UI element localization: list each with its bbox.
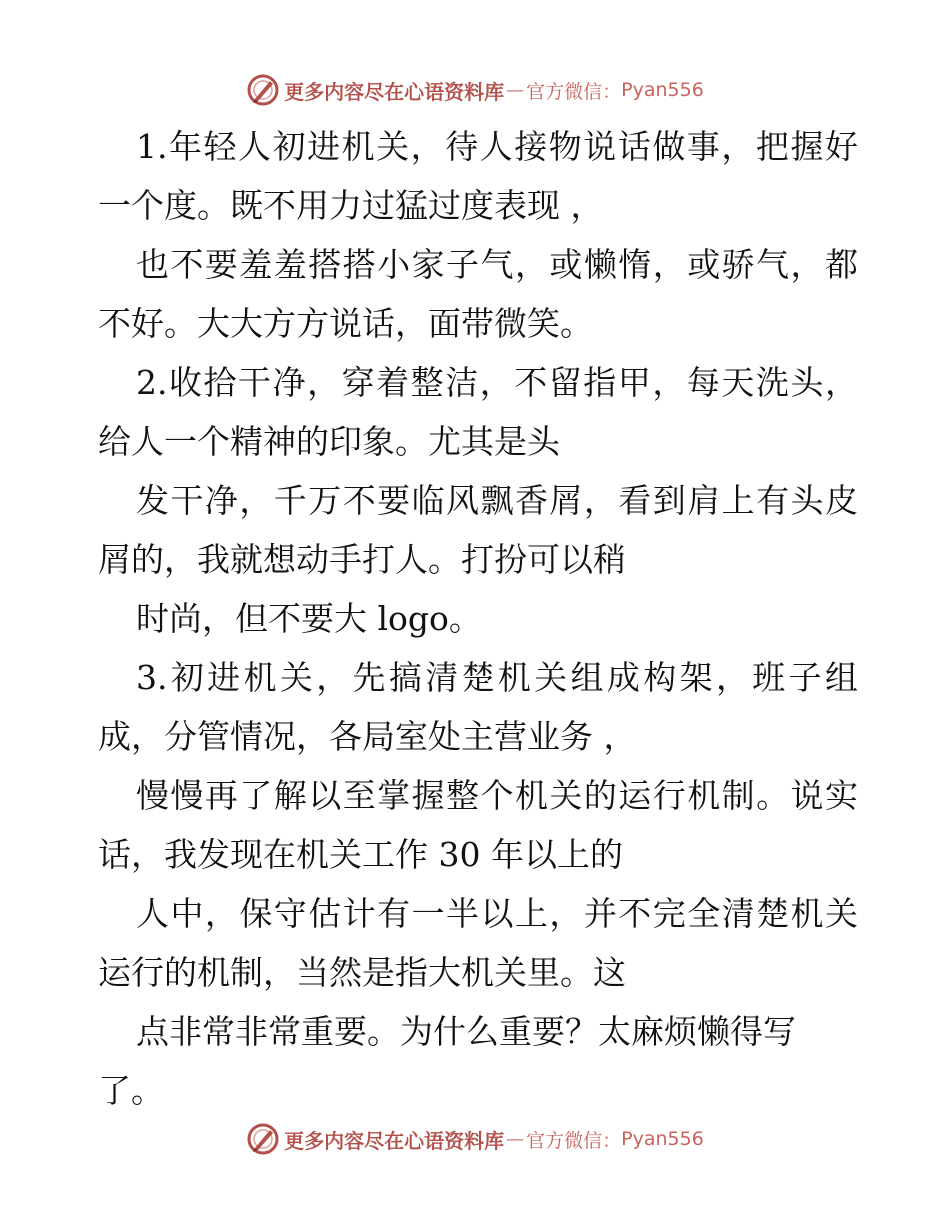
text-line: 发干净，千万不要临风飘香屑，看到肩上有头皮: [136, 481, 858, 520]
banner-slogan: 更多内容尽在心语资料库: [284, 1128, 505, 1153]
banner-slogan: 更多内容尽在心语资料库: [284, 79, 505, 104]
text-line: 1.年轻人初进机关，待人接物说话做事，把握好: [136, 127, 858, 166]
banner-separator: —: [506, 1128, 525, 1150]
text-line: 话，我发现在机关工作 30 年以上的: [98, 835, 623, 874]
quill-logo-icon: [246, 73, 280, 107]
text-line: 成，分管情况，各局室处主营业务 ，: [98, 717, 637, 756]
banner-wechat-label: 官方微信：: [526, 80, 622, 103]
text-line: 2.收拾干净，穿着整洁，不留指甲，每天洗头，: [136, 363, 858, 402]
document-body: [98, 117, 858, 1120]
quill-logo-icon: [246, 1122, 280, 1156]
text-line: 慢慢再了解以至掌握整个机关的运行机制。说实: [136, 776, 858, 815]
banner-content: [246, 73, 704, 107]
text-line: 3.初进机关，先搞清楚机关组成构架，班子组: [136, 658, 858, 697]
banner-separator: —: [506, 79, 525, 101]
text-line: 给人一个精神的印象。尤其是头: [98, 422, 560, 461]
text-line: 不好。大大方方说话，面带微笑。: [98, 304, 593, 343]
footer-banner: [0, 1119, 950, 1159]
text-line: 时尚，但不要大 logo。: [136, 599, 482, 638]
text-line: 一个度。既不用力过猛过度表现 ，: [98, 186, 604, 225]
header-banner: [0, 70, 950, 110]
banner-wechat-id: Pyan556: [621, 79, 704, 101]
text-line: 人中，保守估计有一半以上，并不完全清楚机关: [136, 894, 858, 933]
text-line: 了。: [98, 1071, 164, 1110]
text-line: 点非常非常重要。为什么重要？太麻烦懒得写: [136, 1012, 796, 1051]
text-line: 屑的，我就想动手打人。打扮可以稍: [98, 540, 626, 579]
text-line: 也不要羞羞搭搭小家子气，或懒惰，或骄气，都: [136, 245, 858, 284]
text-line: 运行的机制，当然是指大机关里。这: [98, 953, 626, 992]
banner-wechat-id: Pyan556: [621, 1128, 704, 1150]
banner-wechat-label: 官方微信：: [526, 1129, 622, 1152]
banner-content: [246, 1122, 704, 1156]
